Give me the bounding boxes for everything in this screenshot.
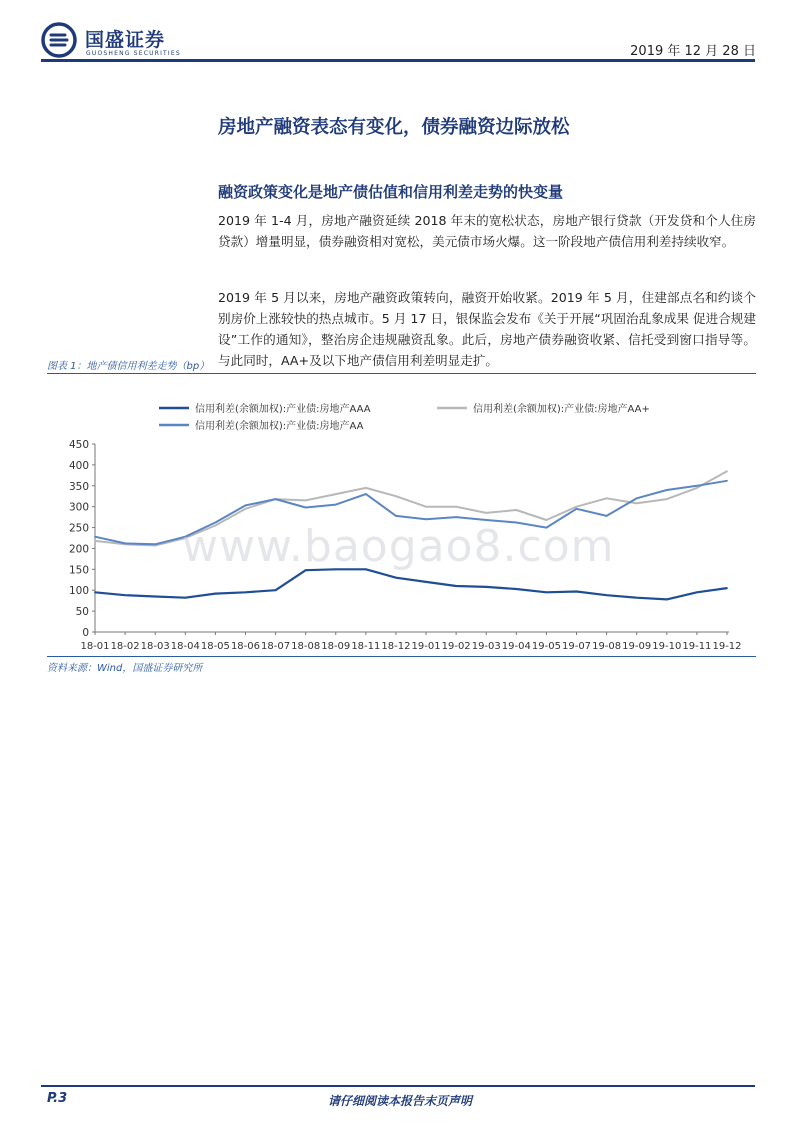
figure-source: 资料来源：Wind，国盛证券研究所 xyxy=(47,663,203,674)
spread-line-chart xyxy=(47,374,756,656)
x-tick-label: 18-08 xyxy=(291,641,321,652)
figure-caption: 图表 1：地产债信用利差走势（bp） xyxy=(47,361,210,372)
y-tick-label: 150 xyxy=(68,564,89,577)
x-tick-label: 19-05 xyxy=(531,641,561,652)
data-point xyxy=(94,540,96,542)
data-point xyxy=(636,497,638,499)
x-tick-label: 18-07 xyxy=(261,641,291,652)
data-point xyxy=(184,597,186,599)
x-tick-label: 19-04 xyxy=(501,641,531,652)
footer-divider xyxy=(41,1085,755,1087)
x-tick-label: 18-09 xyxy=(321,641,351,652)
x-tick-label: 18-06 xyxy=(230,641,261,652)
x-tick-label: 19-12 xyxy=(712,641,742,652)
data-point xyxy=(425,518,427,520)
data-point xyxy=(576,506,578,508)
sub-title: 融资政策变化是地产债估值和信用利差走势的快变量 xyxy=(218,183,564,201)
x-tick-label: 19-02 xyxy=(441,641,471,652)
data-point xyxy=(455,516,457,518)
legend-label: 信用利差(余额加权):产业债:房地产AA+ xyxy=(473,404,650,415)
data-point xyxy=(335,504,337,506)
y-tick-label: 200 xyxy=(68,543,89,556)
data-point xyxy=(666,489,668,491)
x-tick-label: 19-08 xyxy=(592,641,622,652)
y-tick-label: 100 xyxy=(68,585,89,598)
x-tick-label: 19-03 xyxy=(471,641,501,652)
brand-logo xyxy=(41,22,201,64)
data-point xyxy=(576,508,578,510)
x-tick-label: 19-07 xyxy=(561,641,592,652)
x-tick-label: 18-05 xyxy=(200,641,230,652)
data-point xyxy=(245,508,247,510)
x-tick-label: 19-11 xyxy=(682,641,712,652)
figure-bottom-divider xyxy=(47,656,756,657)
footer-disclaimer: 请仔细阅读本报告末页声明 xyxy=(327,1094,472,1108)
report-date: 2019 年 12 月 28 日 xyxy=(630,44,756,59)
legend-label: 信用利差(余额加权):产业债:房地产AA xyxy=(195,421,364,432)
watermark: www.baogao8.com xyxy=(182,521,615,572)
data-point xyxy=(124,543,126,545)
brand-subtitle: GUOSHENG SECURITIES xyxy=(86,50,181,57)
data-point xyxy=(576,591,578,593)
data-point xyxy=(154,543,156,545)
y-tick-label: 300 xyxy=(68,501,89,514)
data-point xyxy=(365,493,367,495)
data-point xyxy=(395,577,397,579)
data-point xyxy=(515,509,517,511)
paragraph-2: 2019 年 5 月以来，房地产融资政策转向，融资开始收紧。2019 年 5 月，住建部点名和约谈个别房价上涨较快的热点城市。5 月 17 日，银保监会发布《关于开展“巩固治乱象成果 促进合规建设”工作的通知》，整治房企违规融资乱象。此后，房地产债券融资收紧、信托受到窗口指导等。与此同时，AA+及以下地产债信用利差明显走扩。 xyxy=(218,290,756,368)
data-point xyxy=(275,498,277,500)
data-point xyxy=(154,596,156,598)
data-point xyxy=(395,495,397,497)
y-tick-label: 450 xyxy=(68,439,89,451)
data-point xyxy=(305,507,307,509)
brand-name: 国盛证券 xyxy=(85,29,166,51)
data-point xyxy=(636,597,638,599)
y-tick-label: 350 xyxy=(68,480,89,493)
data-point xyxy=(94,591,96,593)
data-point xyxy=(666,498,668,500)
brand-logo-icon xyxy=(41,22,77,58)
data-point xyxy=(696,485,698,487)
data-point xyxy=(606,515,608,517)
data-point xyxy=(726,587,728,589)
data-point xyxy=(515,588,517,590)
data-point xyxy=(485,512,487,514)
data-point xyxy=(485,586,487,588)
y-tick-label: 0 xyxy=(82,627,89,639)
data-point xyxy=(455,585,457,587)
data-point xyxy=(245,505,247,507)
x-tick-label: 18-11 xyxy=(351,641,381,652)
section-title: 房地产融资表态有变化，债券融资边际放松 xyxy=(218,117,570,138)
data-point xyxy=(696,591,698,593)
data-point xyxy=(124,594,126,596)
data-point xyxy=(726,480,728,482)
x-tick-label: 18-12 xyxy=(381,641,411,652)
data-point xyxy=(606,497,608,499)
data-point xyxy=(214,593,216,595)
data-point xyxy=(636,502,638,504)
y-tick-label: 250 xyxy=(68,522,89,535)
data-point xyxy=(395,515,397,517)
x-tick-label: 19-01 xyxy=(411,641,441,652)
data-point xyxy=(275,589,277,591)
data-point xyxy=(305,500,307,502)
data-point xyxy=(425,581,427,583)
data-point xyxy=(425,506,427,508)
paragraph-1: 2019 年 1-4 月，房地产融资延续 2018 年末的宽松状态，房地产银行贷款（开发贷和个人住房贷款）增量明显，债券融资相对宽松，美元债市场火爆。这一阶段地产债信用利差持续收窄。 xyxy=(218,213,756,249)
data-point xyxy=(696,487,698,489)
data-point xyxy=(94,536,96,538)
x-tick-label: 19-10 xyxy=(652,641,682,652)
y-tick-label: 50 xyxy=(75,606,89,619)
data-point xyxy=(606,594,608,596)
y-tick-label: 400 xyxy=(68,459,89,472)
data-point xyxy=(335,493,337,495)
legend-label: 信用利差(余额加权):产业债:房地产AAA xyxy=(195,404,371,415)
data-point xyxy=(546,591,548,593)
data-point xyxy=(726,470,728,472)
data-point xyxy=(455,506,457,508)
series-line-aaa xyxy=(95,569,727,599)
data-point xyxy=(666,599,668,601)
x-tick-label: 19-09 xyxy=(622,641,652,652)
data-point xyxy=(245,591,247,593)
page-number: P.3 xyxy=(47,1091,68,1106)
data-point xyxy=(365,487,367,489)
x-tick-label: 18-03 xyxy=(140,641,170,652)
x-tick-label: 18-01 xyxy=(80,641,110,652)
x-tick-label: 18-04 xyxy=(170,641,200,652)
header-divider xyxy=(41,59,755,62)
x-tick-label: 18-02 xyxy=(110,641,140,652)
